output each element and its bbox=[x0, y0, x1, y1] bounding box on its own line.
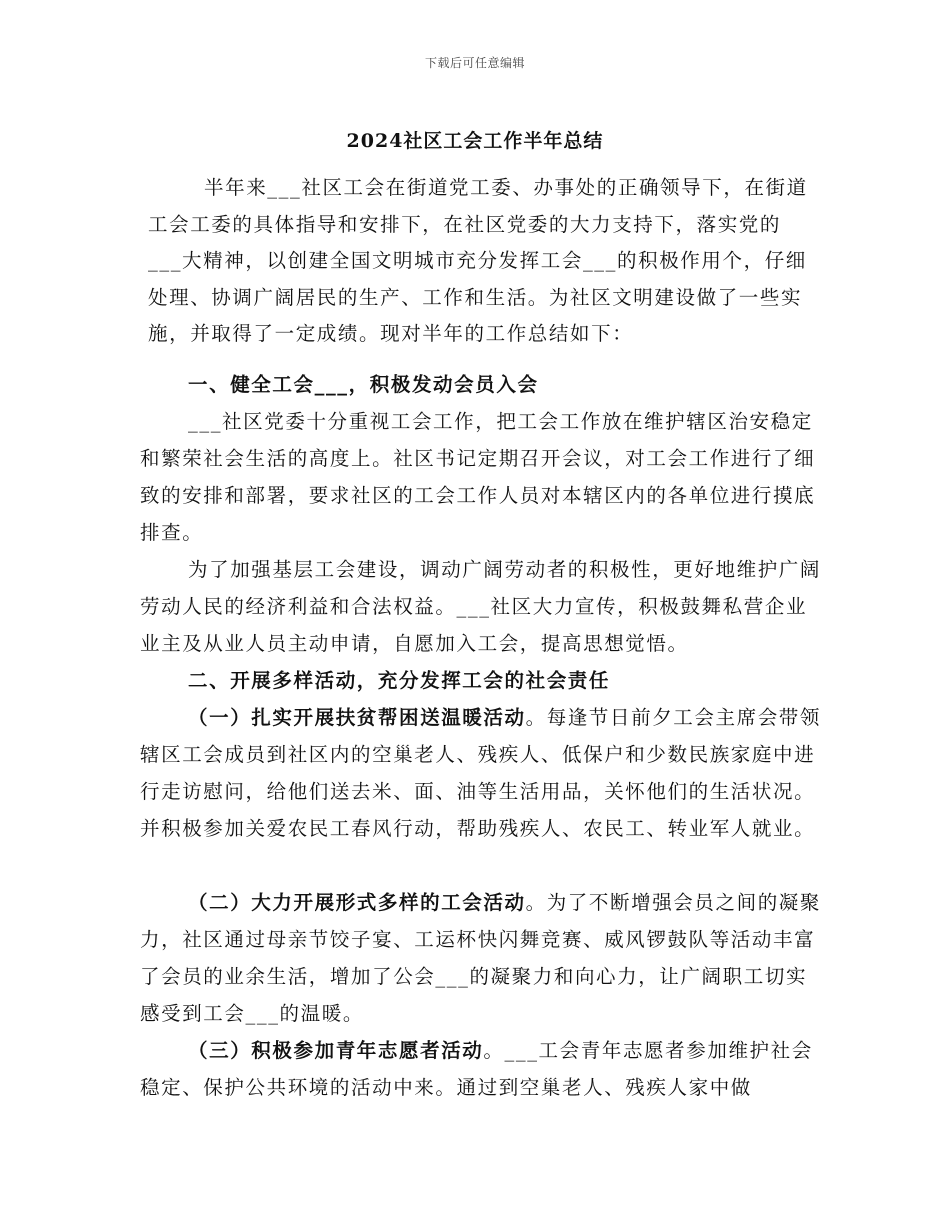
item-3-lead: （三）积极参加青年志愿者活动 bbox=[188, 1039, 484, 1062]
item-1-text: 。每逢节日前夕工会主席会带领辖区工会成员到社区内的空巢老人、残疾人、低保户和少数民族家庭中进行走访慰问，给他们送去米、面、油等生活用品，关怀他们的生活状况。并积极参加关爱农民工春风行动，帮助残疾人、农民工、转业军人就业。 bbox=[140, 706, 822, 840]
section1-paragraph-1: ___社区党委十分重视工会工作，把工会工作放在维护辖区治安稳定和繁荣社会生活的高度上。社区书记定期召开会议，对工会工作进行了细致的安排和部署，要求社区的工会工作人员对本辖区内的各单位进行摸底排查。 bbox=[140, 410, 816, 544]
item-3-text: 。___工会青年志愿者参加维护社会稳定、保护公共环境的活动中来。通过到空巢老人、残疾人家中做 bbox=[140, 1039, 813, 1099]
item-2-text: 。为了不断增强会员之间的凝聚力，社区通过母亲节饺子宴、工运杯快闪舞竞赛、威风锣鼓队等活动丰富了会员的业余生活，增加了公会___的凝聚力和向心力，让广阔职工切实感受到工会___的温暖。 bbox=[140, 891, 822, 1025]
section2-item-2 bbox=[140, 884, 828, 1032]
intro-paragraph: 半年来___社区工会在街道党工委、办事处的正确领导下，在街道工会工委的具体指导和安排下，在社区党委的大力支持下，落实党的___大精神，以创建全国文明城市充分发挥工会___的积极作用个，仔细处理、协调广阔居民的生产、工作和生活。为社区文明建设做了一些实施，并取得了一定成绩。现对半年的工作总结如下： bbox=[148, 176, 808, 345]
section2-heading: 二、开展多样活动，充分发挥工会的社会责任 bbox=[188, 669, 611, 692]
download-note: 下载后可任意编辑 bbox=[424, 56, 525, 70]
section2-item-1 bbox=[140, 699, 828, 847]
section1-paragraph-2: 为了加强基层工会建设，调动广阔劳动者的积极性，更好地维护广阔劳动人民的经济利益和合法权益。___社区大力宣传，积极鼓舞私营企业业主及从业人员主动申请，自愿加入工会，提高思想觉悟。 bbox=[140, 558, 822, 655]
section2-item-3 bbox=[140, 1032, 828, 1106]
item-2-lead: （二）大力开展形式多样的工会活动 bbox=[188, 891, 526, 914]
section1-heading: 一、健全工会___，积极发动会员入会 bbox=[188, 373, 539, 396]
document-title: 2024社区工会工作半年总结 bbox=[346, 130, 604, 152]
item-1-lead: （一）扎实开展扶贫帮困送温暖活动 bbox=[188, 706, 526, 729]
